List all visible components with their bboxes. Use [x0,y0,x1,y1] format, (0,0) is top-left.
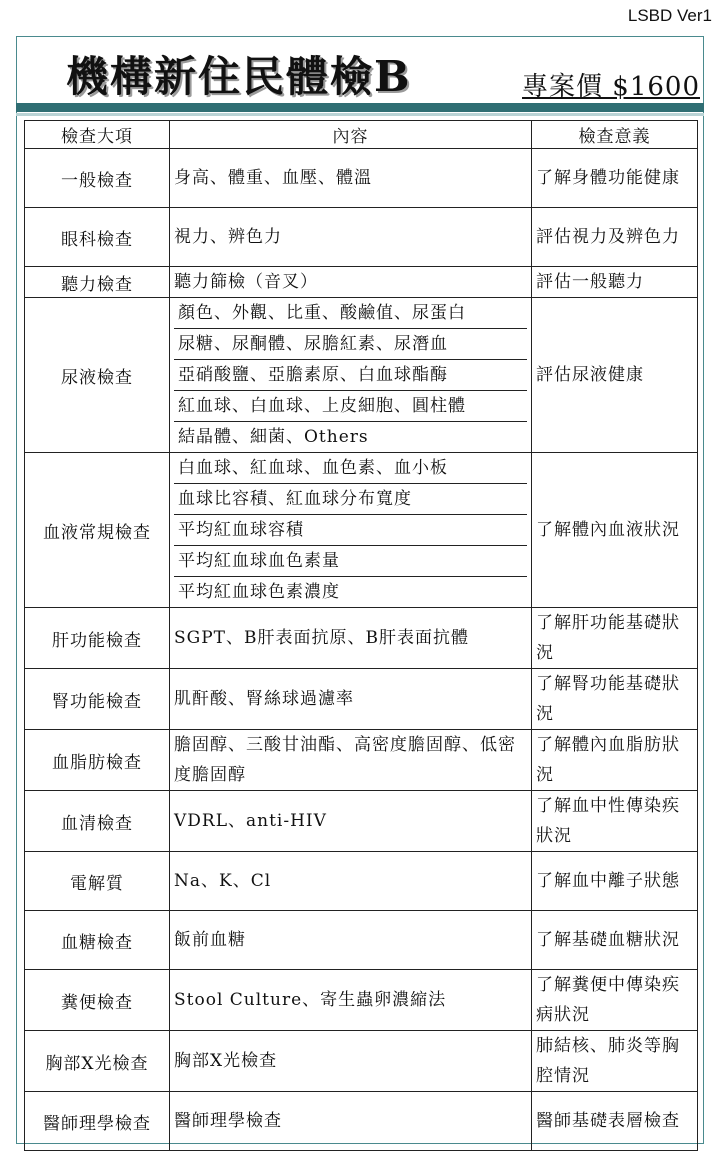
row-content [170,298,532,453]
content-line: 亞硝酸鹽、亞膽素原、白血球酯酶 [174,360,527,391]
row-meaning: 了解血中性傳染疾狀況 [532,791,698,852]
content-line: 平均紅血球容積 [174,515,527,546]
row-category: 腎功能檢查 [25,669,170,730]
header-content: 內容 [170,121,532,149]
content-line: 紅血球、白血球、上皮細胞、圓柱體 [174,391,527,422]
price-label: 專案價 $1600 [522,72,700,102]
row-category: 尿液檢查 [25,298,170,453]
row-category: 血清檢查 [25,791,170,852]
table-body [25,149,698,1151]
content-line: 結晶體、細菌、Others [178,427,369,447]
row-category: 醫師理學檢查 [25,1092,170,1151]
row-category: 血糖檢查 [25,911,170,970]
header-category: 檢查大項 [25,121,170,149]
row-content [170,791,532,852]
table-header-row [25,121,698,149]
row-meaning: 了解體內血脂肪狀況 [532,730,698,791]
row-content [170,852,532,911]
row-meaning: 了解肝功能基礎狀況 [532,608,698,669]
table-row [25,298,698,453]
table-row [25,669,698,730]
content-text: 肌酐酸、腎絲球過濾率 [174,689,354,709]
row-content [170,970,532,1031]
content-text: 飯前血糖 [174,930,246,950]
row-category: 聽力檢查 [25,267,170,298]
version-label: LSBD Ver1 [627,6,712,25]
row-category: 電解質 [25,852,170,911]
title-divider [16,103,704,112]
table-row [25,911,698,970]
page-title: 機構新住民體檢B [66,52,412,101]
content-line: 白血球、紅血球、血色素、血小板 [174,453,527,484]
row-meaning: 了解身體功能健康 [532,149,698,208]
content-text: VDRL、anti-HIV [174,811,327,831]
content-line: 尿糖、尿酮體、尿膽紅素、尿潛血 [174,329,527,360]
table-row [25,453,698,608]
row-category: 胸部X光檢查 [25,1031,170,1092]
exam-table [24,120,698,1151]
row-category: 血液常規檢查 [25,453,170,608]
row-meaning: 肺結核、肺炎等胸腔情況 [532,1031,698,1092]
row-category: 血脂肪檢查 [25,730,170,791]
content-line: 血球比容積、紅血球分布寬度 [174,484,527,515]
row-content [170,730,532,791]
content-text: SGPT、B肝表面抗原、B肝表面抗體 [174,628,469,648]
row-category: 一般檢查 [25,149,170,208]
table-row [25,1092,698,1151]
table-row [25,208,698,267]
row-content [170,669,532,730]
content-text: Stool Culture、寄生蟲卵濃縮法 [174,990,447,1010]
table-row [25,970,698,1031]
row-meaning: 了解糞便中傳染疾病狀況 [532,970,698,1031]
row-category: 眼科檢查 [25,208,170,267]
row-meaning: 了解基礎血糖狀況 [532,911,698,970]
content-line: 平均紅血球血色素量 [174,546,527,577]
content-text: 膽固醇、三酸甘油酯、高密度膽固醇、低密度膽固醇 [174,735,516,785]
header-meaning: 檢查意義 [532,121,698,149]
content-text: Na、K、Cl [174,871,272,891]
content-text: 身高、體重、血壓、體溫 [174,168,372,188]
table-row [25,730,698,791]
row-category: 糞便檢查 [25,970,170,1031]
table-row [25,608,698,669]
row-content [170,1031,532,1092]
content-line: 顏色、外觀、比重、酸鹼值、尿蛋白 [174,298,527,329]
table-row [25,149,698,208]
table-row [25,791,698,852]
row-meaning: 評估一般聽力 [532,267,698,298]
row-content [170,149,532,208]
row-content [170,208,532,267]
table-row [25,852,698,911]
content-line: 平均紅血球色素濃度 [178,582,340,602]
row-category: 肝功能檢查 [25,608,170,669]
row-meaning: 評估尿液健康 [532,298,698,453]
table-row [25,1031,698,1092]
table-row [25,267,698,298]
row-content [170,1092,532,1151]
content-text: 聽力篩檢（音叉） [174,272,318,292]
content-text: 視力、辨色力 [174,227,282,247]
content-text: 醫師理學檢查 [174,1111,282,1131]
row-meaning: 了解腎功能基礎狀況 [532,669,698,730]
row-meaning: 評估視力及辨色力 [532,208,698,267]
row-content [170,608,532,669]
row-meaning: 了解體內血液狀況 [532,453,698,608]
row-content [170,453,532,608]
row-meaning: 醫師基礎表層檢查 [532,1092,698,1151]
row-meaning: 了解血中離子狀態 [532,852,698,911]
row-content [170,267,532,298]
title-divider-light [16,113,704,116]
row-content [170,911,532,970]
content-text: 胸部X光檢查 [174,1051,278,1071]
